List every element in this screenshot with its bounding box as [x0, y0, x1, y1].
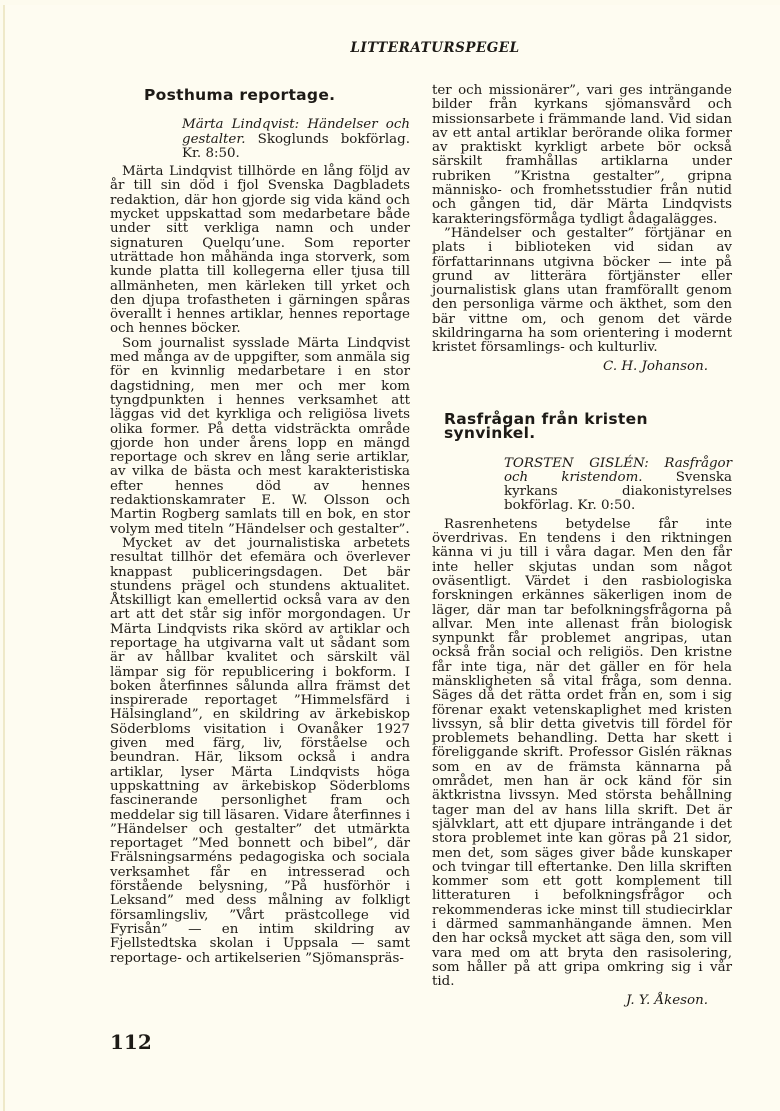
running-head-title: LITTERATURSPEGEL [350, 40, 520, 56]
article-signature: J. Y. Åkeson. [626, 992, 708, 1008]
book-author-title: TORSTEN GISLÉN: Rasfrågor och kristendom. [504, 455, 732, 485]
page-number: 112 [110, 1030, 152, 1054]
running-head [0, 40, 780, 56]
article-heading: Rasfrågan från kristen synvinkel. [444, 409, 648, 443]
bibliographic-entry [504, 457, 732, 514]
article-paragraph: ”Händelser och gestalter” förtjänar en plats i biblioteken vid sidan av författarinnans utgivna böcker — inte på grund av litterära förtjänster eller journalistisk glans utan framförallt genom den personliga värme och äkthet, som den bär vittne om, och genom det värde skildringarna ha som orientering i modernt kristet församlings- och kulturliv. [432, 225, 732, 356]
article-signature: C. H. Johanson. [603, 358, 708, 374]
article-paragraph: Mycket av det journalistiska arbetets resultat tillhör det efemära och överlever knappast publiceringsdagen. Det bär stundens prägel och stundens aktualitet. Åtskilligt kan emellertid också vara av den art att det står sig inför morgondagen. Ur Märta Lindqvists rika skörd av artiklar och reportage ha utgivarna valt ut sådant som är av hållbar kvalitet och särskilt väl lämpar sig för republicering i bokform. I boken återfinnes sålunda allra främst det inspirerade reportaget ”Himmelsfärd i Hälsingland”, en skildring av ärkebiskop Söderbloms visitation i Ovanåker 1927 given med färg, liv, förståelse och beundran. Här, liksom också i andra artiklar, lyser Märta Lindqvists höga uppskattning av ärkebiskop Söderbloms fascinerande personlighet fram och meddelar sig till läsaren. Vidare återfinnes i ”Händelser och gestalter” det utmärkta reportaget ”Med bonnett och bibel”, där Frälsningsarméns pedagogiska och sociala verksamhet får en intresserad och förstående belysning, ”På husförhör i Leksand” med dess målning av folkligt församlingsliv, ”Vårt prästcollege vid Fyrisån” — en intim skildring av Fjellstedtska skolan i Uppsala — samt reportage- och artikelserien ”Sjömanspräs- [110, 535, 410, 966]
book-publisher-price: Svenska kyrkans diakonistyrelses bokförlag. Kr. 0:50. [504, 469, 732, 514]
book-author-title: Märta Lindqvist: Händelser och gestalter. [182, 117, 410, 147]
article-paragraph-continued: ter och missionärer”, vari ges inträngande bilder från kyrkans sjömansvård och missionsarbete i främmande land. Vid sidan av ett antal artiklar berörande olika former av praktiskt kyrkligt arbete bör också särskilt framhållas artiklarna under rubriken ”Kristna gestalter”, gripna människo- och fromhetsstudier från nutid och gången tid, där Märta Lindqvists karakteringsförmåga tydligt ådagalägges. [432, 83, 732, 227]
article-paragraph: Rasrenhetens betydelse får inte överdrivas. En tendens i den riktningen känna vi ju till i våra dagar. Men den får inte heller skjutas undan som något oväsentligt. Värdet i den rasbiologiska forskningen erkännes säkerligen inom de läger, där man tar befolkningsfrågorna på allvar. Men inte allenast från biologisk synpunkt får problemet angripas, utan också från social och religiös. Den kristne får inte tiga, när det gäller en för hela mänskligheten så vital fråga, som denna. Säges då det rätta ordet från en, som i sig förenar exakt vetenskaplighet med kristen livssyn, så blir detta givetvis till fördel för problemets behandling. Detta har skett i föreliggande skrift. Professor Gislén räknas som en av de främsta kännarna på området, men han är ock känd för sin äktkristna livssyn. Med största behållning tager man del av hans lilla skrift. Det är självklart, att ett djupare inträngande i det stora problemet inte kan göras på 21 sidor, men det, som säges giver både kunskaper och tvingar till eftertanke. Den lilla skriften kommer som ett gott komplement till litteraturen i befolkningsfrågor och rekommenderas icke minst till studiecirklar i därmed sammanhängande ämnen. Men den har också mycket att säga den, som vill vara med om att bryta den rasisolering, som håller på att gripa omkring sig i vår tid. [432, 516, 732, 990]
bibliographic-entry [182, 118, 410, 161]
book-publisher-price: Skoglunds bokförlag. Kr. 8:50. [182, 131, 410, 161]
left-column [110, 84, 410, 966]
right-column [432, 84, 732, 1008]
article-paragraph: Som journalist sysslade Märta Lindqvist med många av de uppgifter, som anmäla sig för en kvinnlig medarbetare i en stor dagstidning, men mer och mer kom tyngdpunkten i hennes verksamhet att läggas vid det kyrkliga och religiösa livets olika former. På detta vidsträckta område gjorde hon under årens lopp en mängd reportage och skrev en lång serie artiklar, av vilka de bästa och mest karakteristiska efter hennes död av hennes redaktionskamrater E. W. Olsson och Martin Rogberg samlats till en bok, en stor volym med titeln ”Händelser och gestalter”. [110, 335, 410, 537]
article-heading: Posthuma reportage. [144, 86, 336, 104]
article-paragraph: Märta Lindqvist tillhörde en lång följd av år till sin död i fjol Svenska Dagbladets redaktion, där hon gjorde sig vida känd och mycket uppskattad som medarbetare både under sitt verkliga namn och under signaturen Quelqu’une. Som reporter uträttade hon måhända inga storverk, som kunde platta till kollegerna eller tjusa till allmänheten, men kärleken till yrket och den djupa trofastheten i gärningen spåras överallt i hennes artiklar, hennes reportage och hennes böcker. [110, 164, 410, 337]
